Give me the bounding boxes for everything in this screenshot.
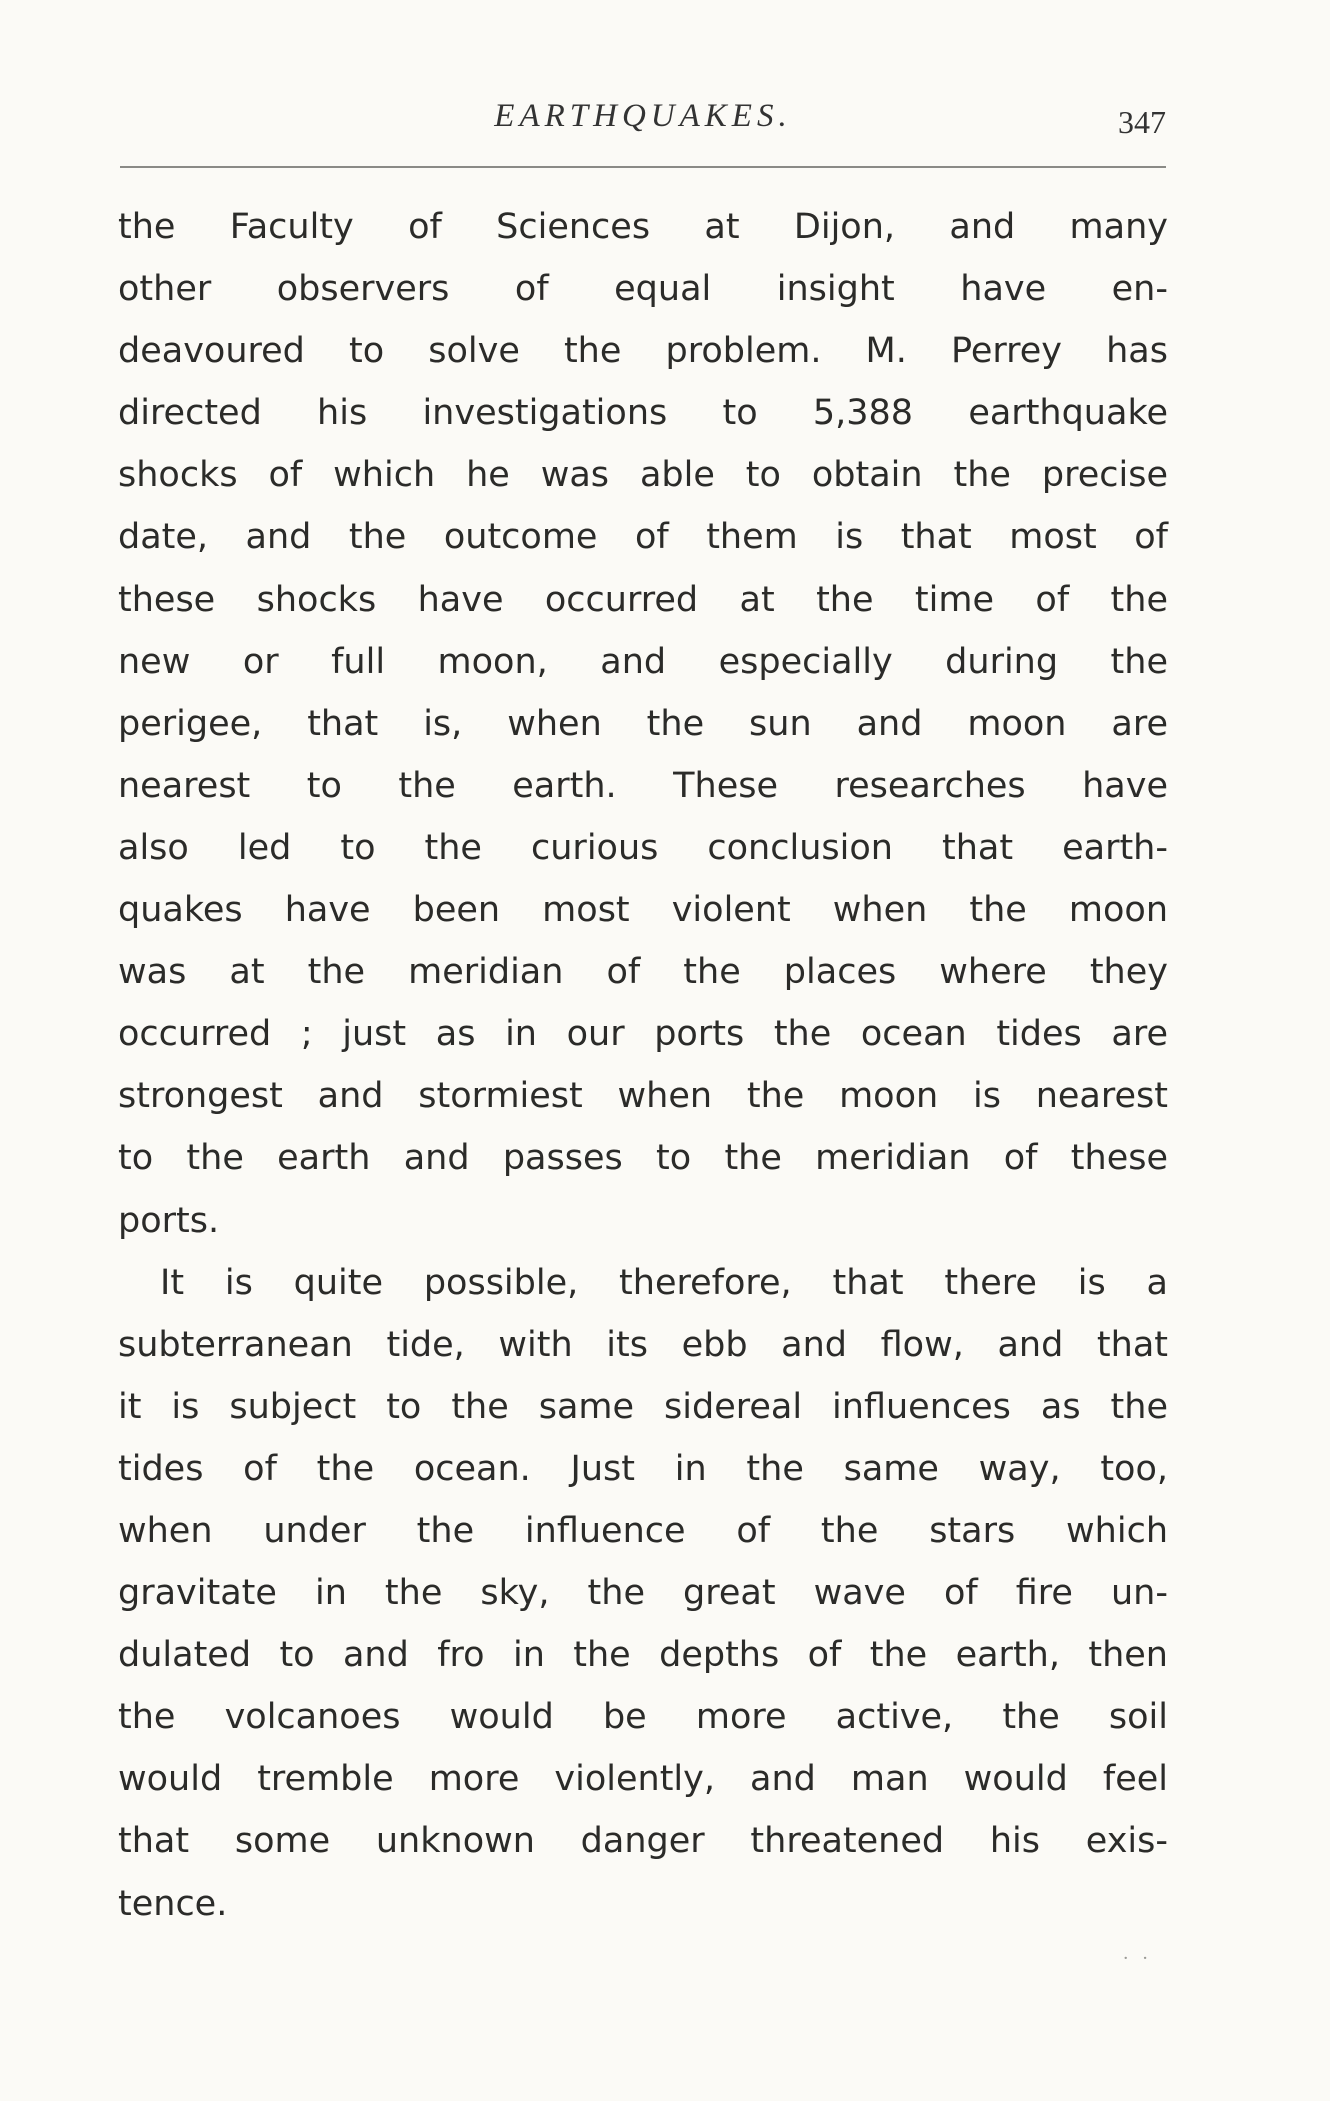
text-line: that some unknown danger threatened his exis- [118,1821,1168,1862]
text-line: tence. [118,1883,228,1924]
text-line: shocks of which he was able to obtain the precise [118,455,1168,496]
page-number: 347 [1118,104,1166,140]
text-line: would tremble more violently, and man would feel [118,1759,1168,1800]
text-line: quakes have been most violent when the moon [118,890,1168,931]
text-line: deavoured to solve the problem. M. Perrey has [118,331,1168,372]
header-rule [120,166,1166,168]
text-line: the Faculty of Sciences at Dijon, and many [118,207,1168,247]
text-line: also led to the curious conclusion that earth- [118,827,1168,868]
paragraph-1 [118,196,1168,1252]
text-line: gravitate in the sky, the great wave of fire un- [118,1573,1168,1614]
text-line: new or full moon, and especially during the [118,641,1168,682]
text-line: was at the meridian of the places where they [118,952,1168,993]
text-line: It is quite possible, therefore, that there is a [160,1262,1168,1303]
text-line: ports. [118,1200,220,1241]
text-line: tides of the ocean. Just in the same way, too, [118,1448,1168,1489]
text-line: nearest to the earth. These researches have [118,765,1168,806]
text-line: to the earth and passes to the meridian of these [118,1138,1168,1179]
paragraph-2 [118,1252,1168,1935]
text-line: perigee, that is, when the sun and moon are [118,703,1168,744]
text-line: dulated to and fro in the depths of the earth, then [118,1635,1168,1676]
text-line: subterranean tide, with its ebb and flow, and that [118,1324,1168,1365]
text-line: the volcanoes would be more active, the soil [118,1697,1168,1738]
text-line: other observers of equal insight have en- [118,269,1168,310]
text-line: it is subject to the same sidereal influences as the [118,1386,1168,1427]
text-line: directed his investigations to 5,388 earthquake [118,393,1168,434]
print-smudge: · · [1122,1948,1152,1969]
running-head [120,94,1166,154]
text-line: when under the influence of the stars which [118,1510,1168,1551]
text-line: occurred ; just as in our ports the ocean tides are [118,1014,1168,1055]
running-head-title: EARTHQUAKES. [494,98,792,134]
text-line: strongest and stormiest when the moon is nearest [118,1076,1168,1117]
text-line: these shocks have occurred at the time of the [118,579,1168,620]
body-text [118,196,1168,1935]
text-line: date, and the outcome of them is that most of [118,517,1168,558]
